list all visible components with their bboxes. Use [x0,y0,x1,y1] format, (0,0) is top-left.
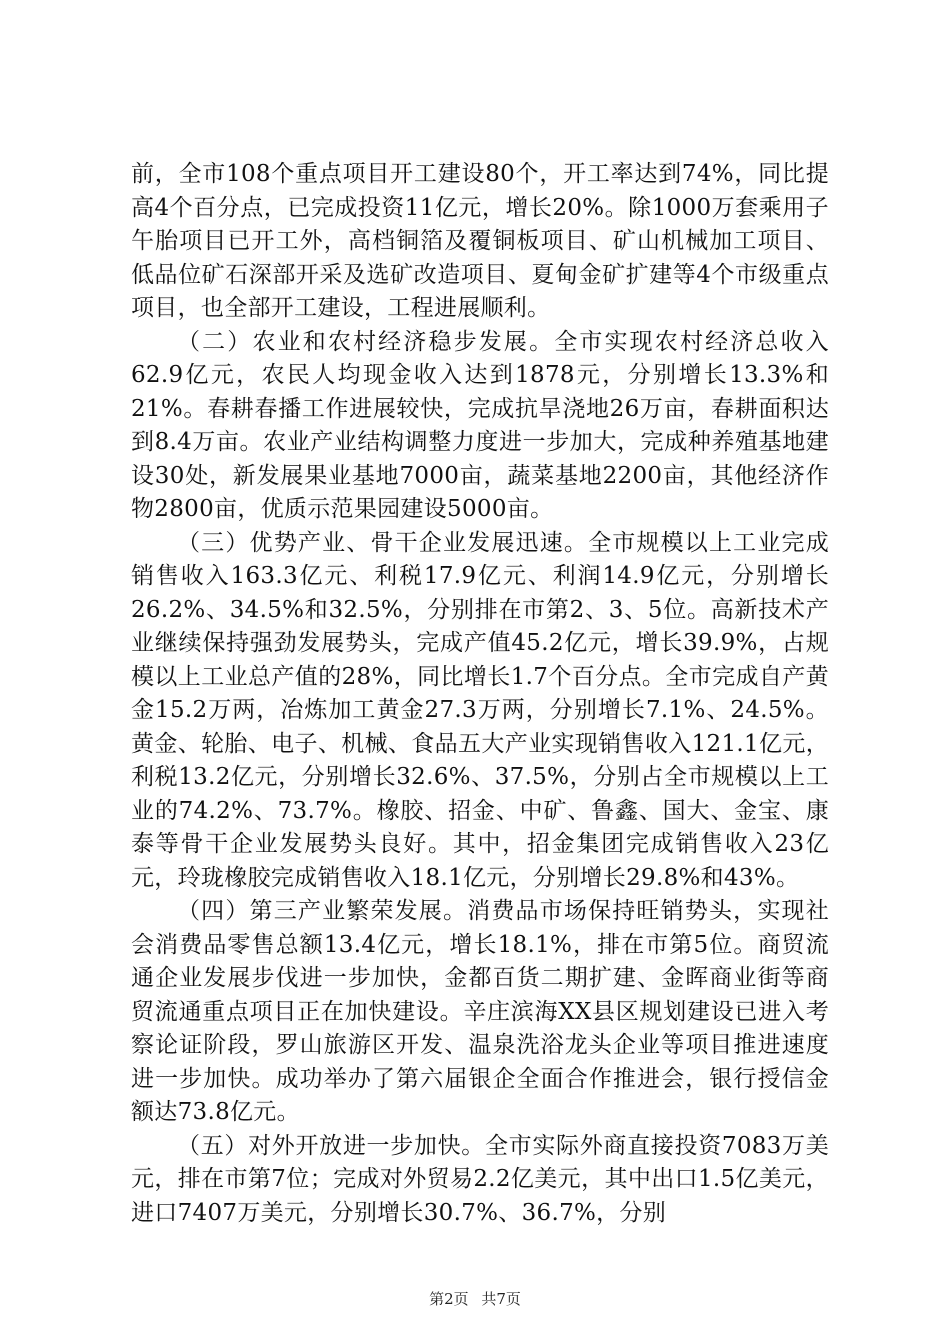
page-total: 共7页 [481,1290,521,1308]
page-number: 第2页 [429,1290,469,1308]
paragraph-continuation: 前，全市108个重点项目开工建设80个，开工率达到74%，同比提高4个百分点，已完成投资11亿元，增长20%。除1000万套乘用子午胎项目已开工外，高档铜箔及覆铜板项目、矿山机械加工项目、低品位矿石深部开采及选矿改造项目、夏甸金矿扩建等4个市级重点项目，也全部开工建设，工程进展顺利。 [131,161,829,321]
page-footer [0,1288,950,1309]
paragraph-opening-up: （五）对外开放进一步加快。全市实际外商直接投资7083万美元，排在市第7位；完成对外贸易2.2亿美元，其中出口1.5亿美元，进口7407万美元，分别增长30.7%、36.7%，分别 [131,1132,829,1226]
document-body [131,158,829,1230]
paragraph-tertiary: （四）第三产业繁荣发展。消费品市场保持旺销势头，实现社会消费品零售总额13.4亿元，增长18.1%，排在市第5位。商贸流通企业发展步伐进一步加快，金都百货二期扩建、金晖商业街等商贸流通重点项目正在加快建设。辛庄滨海XX县区规划建设已进入考察论证阶段，罗山旅游区开发、温泉洗浴龙头企业等项目推进速度进一步加快。成功举办了第六届银企全面合作推进会，银行授信金额达73.8亿元。 [131,898,829,1125]
paragraph-agriculture: （二）农业和农村经济稳步发展。全市实现农村经济总收入62.9亿元，农民人均现金收入达到1878元，分别增长13.3%和21%。春耕春播工作进展较快，完成抗旱浇地26万亩，春耕面积达到8.4万亩。农业产业结构调整力度进一步加大，完成种养殖基地建设30处，新发展果业基地7000亩，蔬菜基地2200亩，其他经济作物2800亩，优质示范果园建设5000亩。 [131,328,829,522]
paragraph-industry: （三）优势产业、骨干企业发展迅速。全市规模以上工业完成销售收入163.3亿元、利税17.9亿元、利润14.9亿元，分别增长26.2%、34.5%和32.5%，分别排在市第2、3、5位。高新技术产业继续保持强劲发展势头，完成产值45.2亿元，增长39.9%，占规模以上工业总产值的28%，同比增长1.7个百分点。全市完成自产黄金15.2万两，冶炼加工黄金27.3万两，分别增长7.1%、24.5%。黄金、轮胎、电子、机械、食品五大产业实现销售收入121.1亿元，利税13.2亿元，分别增长32.6%、37.5%，分别占全市规模以上工业的74.2%、73.7%。橡胶、招金、中矿、鲁鑫、国大、金宝、康泰等骨干企业发展势头良好。其中，招金集团完成销售收入23亿元，玲珑橡胶完成销售收入18.1亿元，分别增长29.8%和43%。 [131,529,829,891]
